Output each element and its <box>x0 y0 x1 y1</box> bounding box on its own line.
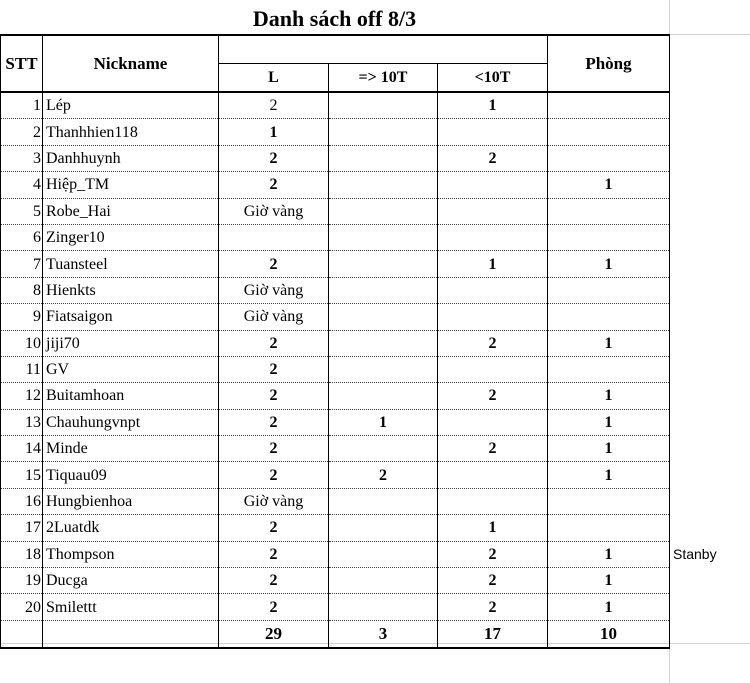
cell-l: Giờ vàng <box>219 488 329 514</box>
cell-nickname: Buitamhoan <box>43 383 219 409</box>
cell-nickname: Smilettt <box>43 594 219 620</box>
total-l: 29 <box>219 620 329 648</box>
cell-stt: 9 <box>1 304 43 330</box>
table-row <box>1 92 670 119</box>
cell-phong: 1 <box>548 251 670 277</box>
cell-ge10t <box>329 568 438 594</box>
header-nickname: Nickname <box>43 35 219 92</box>
cell-lt10t: 2 <box>438 383 548 409</box>
cell-phong <box>548 92 670 119</box>
table-row <box>1 436 670 462</box>
table-row <box>1 277 670 303</box>
cell-stt: 18 <box>1 541 43 567</box>
cell-stt: 5 <box>1 198 43 224</box>
cell-lt10t: 2 <box>438 145 548 171</box>
table-row <box>1 145 670 171</box>
cell-ge10t <box>329 172 438 198</box>
cell-stt: 7 <box>1 251 43 277</box>
cell-l: 2 <box>219 172 329 198</box>
cell-phong: 1 <box>548 409 670 435</box>
cell-l: 2 <box>219 356 329 382</box>
cell-empty <box>1 620 43 648</box>
total-lt10t: 17 <box>438 620 548 648</box>
table-row <box>1 383 670 409</box>
cell-lt10t: 1 <box>438 251 548 277</box>
cell-nickname: Tiquau09 <box>43 462 219 488</box>
sheet-gridline <box>669 34 750 35</box>
cell-l: 2 <box>219 145 329 171</box>
table-row <box>1 515 670 541</box>
table-row <box>1 462 670 488</box>
cell-stt: 12 <box>1 383 43 409</box>
cell-l: 2 <box>219 462 329 488</box>
cell-l: 2 <box>219 568 329 594</box>
table-row <box>1 172 670 198</box>
cell-stt: 15 <box>1 462 43 488</box>
cell-l: 2 <box>219 594 329 620</box>
cell-nickname: Hienkts <box>43 277 219 303</box>
cell-l: 2 <box>219 541 329 567</box>
cell-stt: 3 <box>1 145 43 171</box>
table-row <box>1 119 670 145</box>
cell-lt10t <box>438 119 548 145</box>
table-row <box>1 568 670 594</box>
cell-nickname: Robe_Hai <box>43 198 219 224</box>
cell-stt: 6 <box>1 224 43 250</box>
cell-ge10t <box>329 594 438 620</box>
cell-lt10t <box>438 304 548 330</box>
cell-lt10t <box>438 409 548 435</box>
cell-stt: 2 <box>1 119 43 145</box>
header-stt: STT <box>1 35 43 92</box>
cell-ge10t <box>329 356 438 382</box>
cell-ge10t <box>329 145 438 171</box>
cell-stt: 4 <box>1 172 43 198</box>
cell-ge10t <box>329 383 438 409</box>
cell-ge10t <box>329 198 438 224</box>
cell-phong: 1 <box>548 594 670 620</box>
cell-lt10t: 2 <box>438 594 548 620</box>
cell-ge10t <box>329 119 438 145</box>
cell-l: 2 <box>219 251 329 277</box>
cell-ge10t <box>329 488 438 514</box>
cell-lt10t <box>438 172 548 198</box>
cell-lt10t: 1 <box>438 92 548 119</box>
totals-row <box>1 620 670 648</box>
header-lt10t: <10T <box>438 64 548 93</box>
cell-ge10t <box>329 330 438 356</box>
cell-phong: 1 <box>548 383 670 409</box>
cell-stt: 19 <box>1 568 43 594</box>
cell-ge10t <box>329 541 438 567</box>
cell-l: 1 <box>219 119 329 145</box>
cell-stt: 10 <box>1 330 43 356</box>
header-group <box>219 35 548 64</box>
cell-l: Giờ vàng <box>219 277 329 303</box>
cell-lt10t: 2 <box>438 541 548 567</box>
cell-lt10t <box>438 462 548 488</box>
table-row <box>1 330 670 356</box>
side-note: Stanby <box>673 545 717 562</box>
cell-l: 2 <box>219 436 329 462</box>
cell-nickname: 2Luatdk <box>43 515 219 541</box>
cell-l: 2 <box>219 515 329 541</box>
cell-nickname: Lép <box>43 92 219 119</box>
cell-lt10t: 2 <box>438 330 548 356</box>
cell-nickname: Minde <box>43 436 219 462</box>
offline-list-table <box>0 34 670 649</box>
total-phong: 10 <box>548 620 670 648</box>
cell-phong <box>548 304 670 330</box>
cell-stt: 13 <box>1 409 43 435</box>
cell-stt: 1 <box>1 92 43 119</box>
cell-lt10t: 2 <box>438 568 548 594</box>
cell-l: Giờ vàng <box>219 198 329 224</box>
table-row <box>1 488 670 514</box>
cell-phong: 1 <box>548 541 670 567</box>
cell-ge10t <box>329 515 438 541</box>
cell-ge10t <box>329 277 438 303</box>
cell-stt: 20 <box>1 594 43 620</box>
cell-nickname: Danhhuynh <box>43 145 219 171</box>
cell-lt10t <box>438 224 548 250</box>
cell-nickname: Hiệp_TM <box>43 172 219 198</box>
table-row <box>1 198 670 224</box>
cell-phong <box>548 145 670 171</box>
cell-stt: 11 <box>1 356 43 382</box>
cell-lt10t <box>438 356 548 382</box>
table-row <box>1 251 670 277</box>
cell-l <box>219 224 329 250</box>
cell-phong: 1 <box>548 172 670 198</box>
cell-empty <box>43 620 219 648</box>
table-row <box>1 594 670 620</box>
cell-ge10t <box>329 224 438 250</box>
cell-l: 2 <box>219 330 329 356</box>
cell-nickname: Ducga <box>43 568 219 594</box>
cell-l: 2 <box>219 409 329 435</box>
cell-stt: 17 <box>1 515 43 541</box>
cell-phong <box>548 224 670 250</box>
table-row <box>1 304 670 330</box>
cell-stt: 14 <box>1 436 43 462</box>
cell-l: 2 <box>219 383 329 409</box>
cell-phong <box>548 198 670 224</box>
total-ge10t: 3 <box>329 620 438 648</box>
cell-nickname: GV <box>43 356 219 382</box>
sheet-title: Danh sách off 8/3 <box>252 6 417 31</box>
cell-phong <box>548 488 670 514</box>
cell-l: 2 <box>219 92 329 119</box>
cell-lt10t: 1 <box>438 515 548 541</box>
cell-l: Giờ vàng <box>219 304 329 330</box>
cell-lt10t: 2 <box>438 436 548 462</box>
cell-ge10t <box>329 92 438 119</box>
cell-phong: 1 <box>548 462 670 488</box>
cell-nickname: Thompson <box>43 541 219 567</box>
cell-nickname: Tuansteel <box>43 251 219 277</box>
cell-nickname: Zinger10 <box>43 224 219 250</box>
header-ge10t: => 10T <box>329 64 438 93</box>
cell-nickname: Hungbienhoa <box>43 488 219 514</box>
cell-phong: 1 <box>548 436 670 462</box>
table-row <box>1 409 670 435</box>
cell-lt10t <box>438 277 548 303</box>
cell-nickname: Fiatsaigon <box>43 304 219 330</box>
cell-phong <box>548 515 670 541</box>
cell-phong <box>548 119 670 145</box>
cell-ge10t: 1 <box>329 409 438 435</box>
cell-lt10t <box>438 198 548 224</box>
cell-stt: 16 <box>1 488 43 514</box>
cell-nickname: jiji70 <box>43 330 219 356</box>
cell-ge10t <box>329 304 438 330</box>
cell-nickname: Chauhungvnpt <box>43 409 219 435</box>
cell-stt: 8 <box>1 277 43 303</box>
cell-nickname: Thanhhien118 <box>43 119 219 145</box>
header-phong: Phòng <box>548 35 670 92</box>
header-l: L <box>219 64 329 93</box>
table-row <box>1 356 670 382</box>
cell-ge10t <box>329 436 438 462</box>
cell-phong <box>548 356 670 382</box>
table-row <box>1 224 670 250</box>
cell-phong <box>548 277 670 303</box>
table-row <box>1 541 670 567</box>
cell-phong: 1 <box>548 568 670 594</box>
cell-ge10t: 2 <box>329 462 438 488</box>
cell-phong: 1 <box>548 330 670 356</box>
cell-ge10t <box>329 251 438 277</box>
cell-lt10t <box>438 488 548 514</box>
